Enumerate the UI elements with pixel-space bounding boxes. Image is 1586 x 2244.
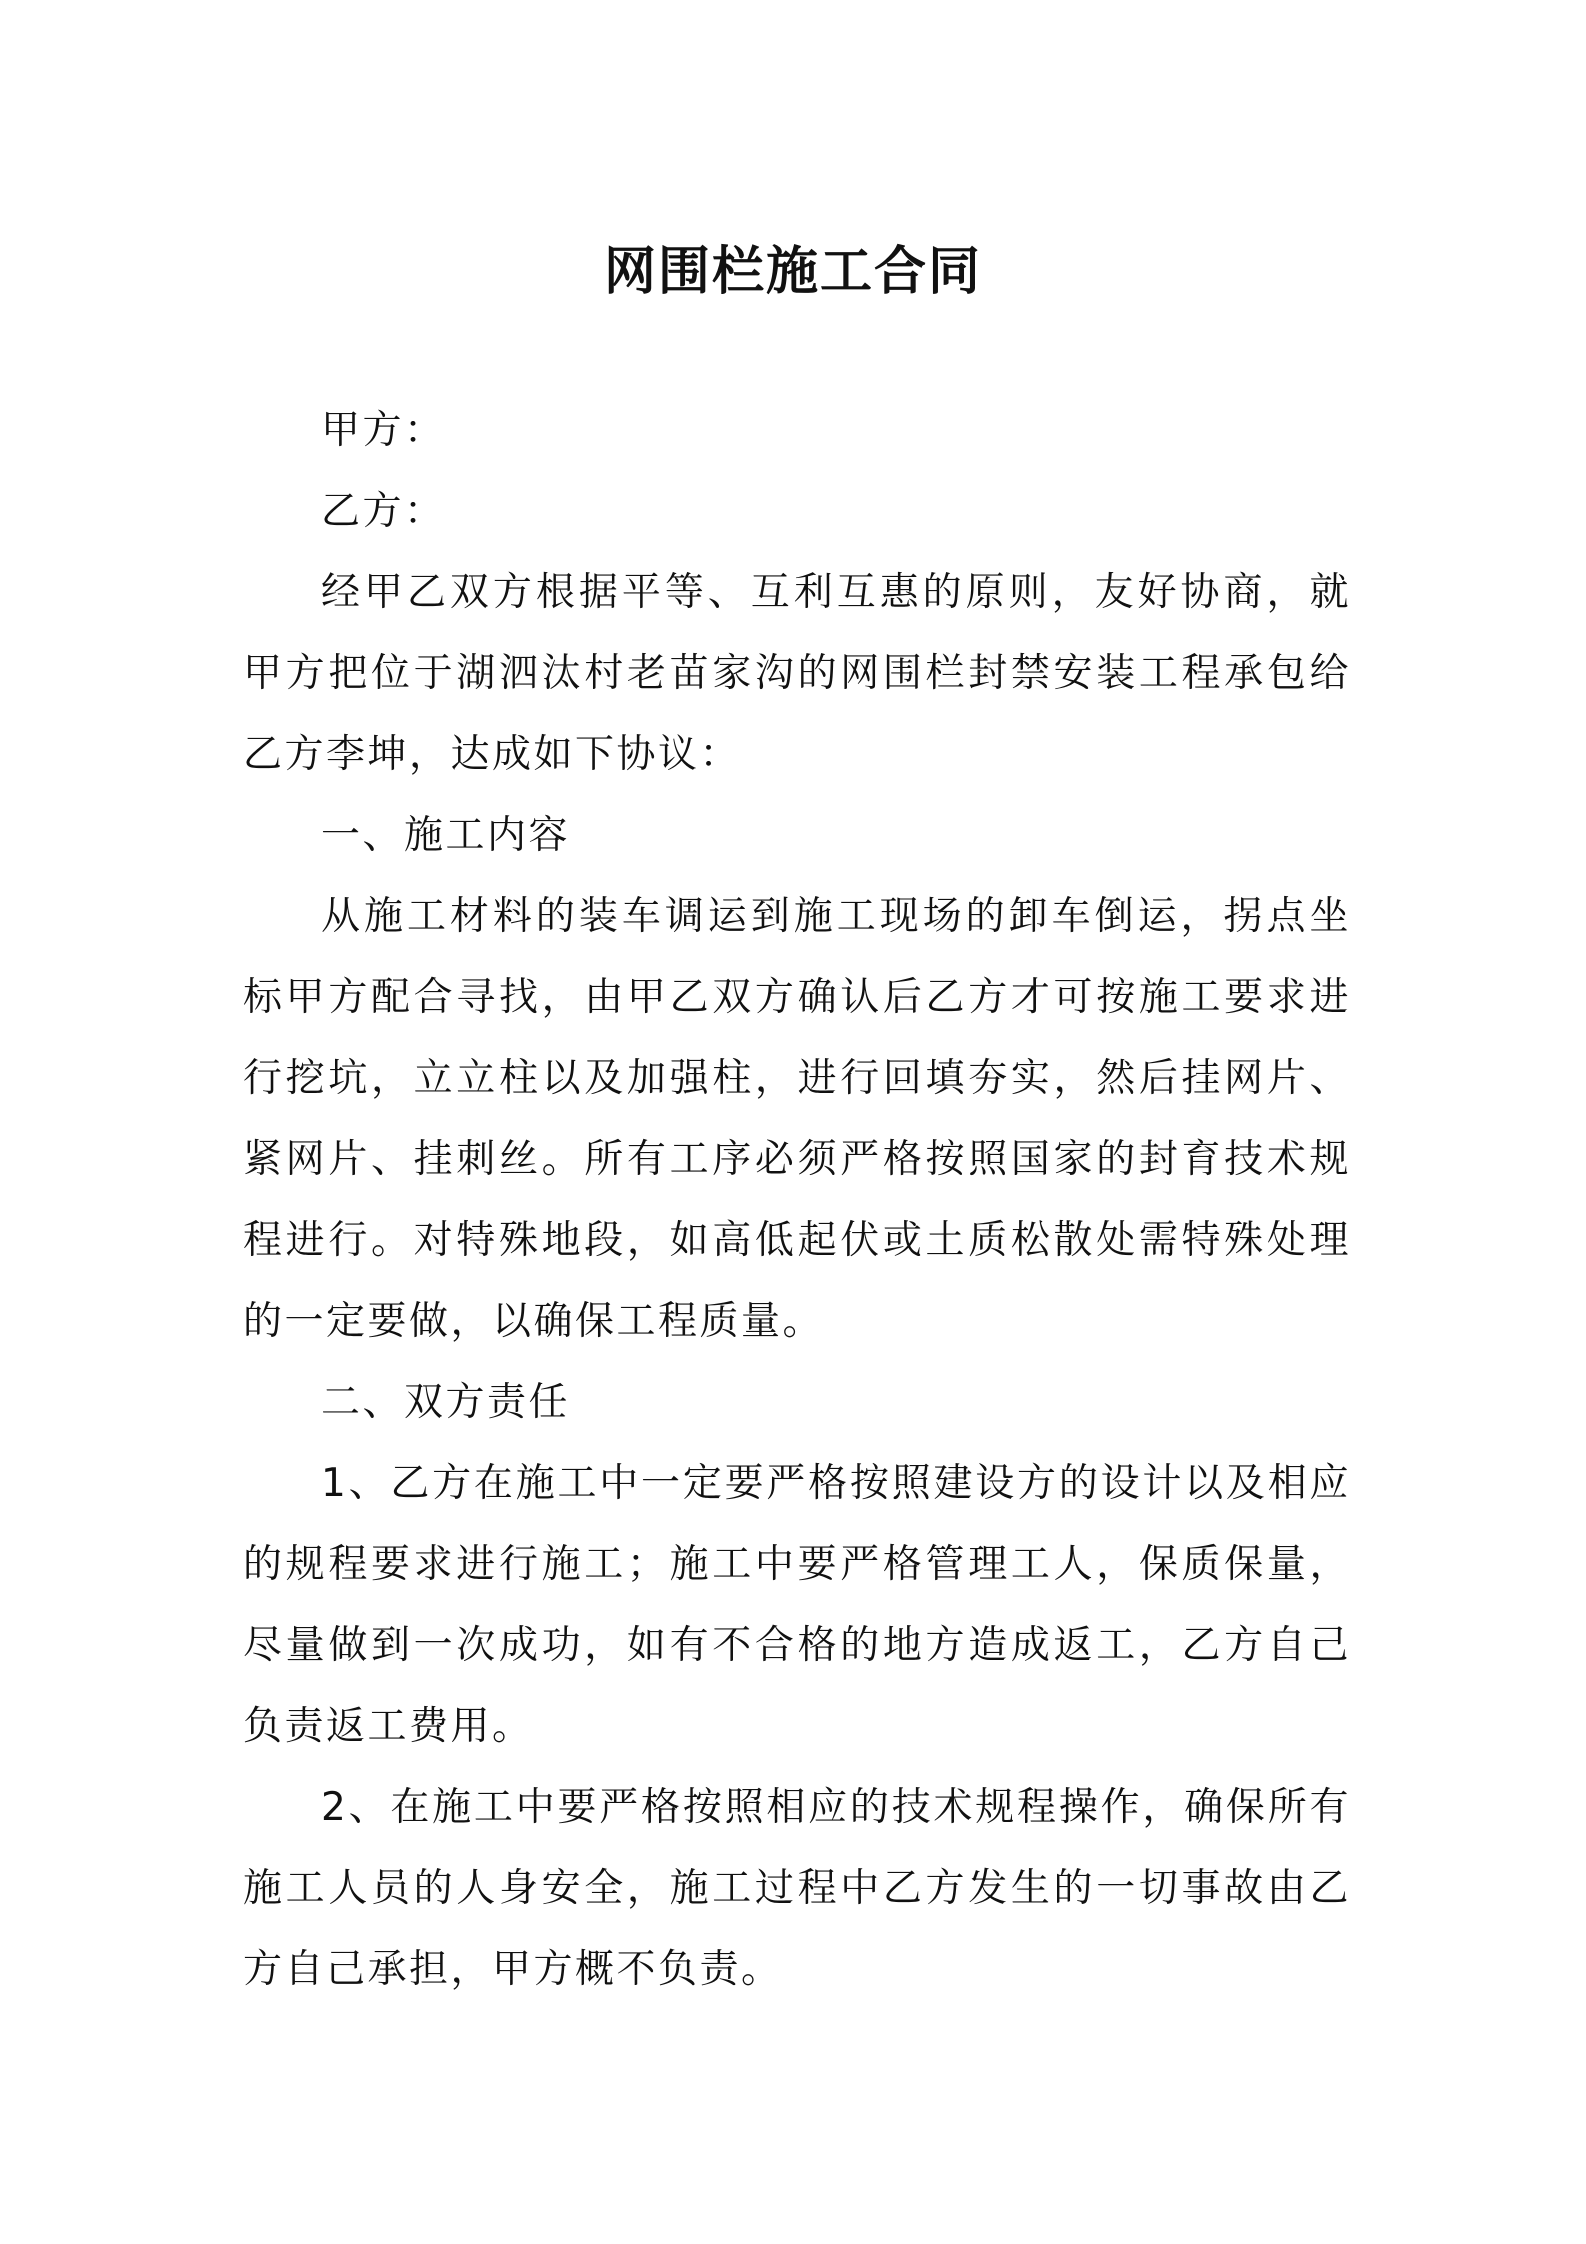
section1-heading: 一、施工内容 xyxy=(321,813,571,858)
intro-paragraph: 经甲乙双方根据平等、互利互惠的原则，友好协商，就甲方把位于湖泗汰村老苗家沟的网围栏封禁安装工程承包给乙方李坤，达成如下协议： xyxy=(243,570,1351,777)
document-body xyxy=(243,390,1351,2010)
clause-1-paragraph: 1、乙方在施工中一定要严格按照建设方的设计以及相应的规程要求进行施工；施工中要严格管理工人，保质保量，尽量做到一次成功，如有不合格的地方造成返工，乙方自己负责返工费用。 xyxy=(243,1461,1351,1749)
party-a-line: 甲方： xyxy=(321,408,446,453)
clause-2-paragraph: 2、在施工中要严格按照相应的技术规程操作，确保所有施工人员的人身安全，施工过程中乙方发生的一切事故由乙方自己承担，甲方概不负责。 xyxy=(243,1785,1351,1992)
section1-paragraph: 从施工材料的装车调运到施工现场的卸车倒运，拐点坐标甲方配合寻找，由甲乙双方确认后乙方才可按施工要求进行挖坑，立立柱以及加强柱，进行回填夯实，然后挂网片、紧网片、挂刺丝。所有工序必须严格按照国家的封育技术规程进行。对特殊地段，如高低起伏或土质松散处需特殊处理的一定要做，以确保工程质量。 xyxy=(243,894,1351,1344)
section2-heading: 二、双方责任 xyxy=(321,1380,571,1425)
party-b-line: 乙方： xyxy=(321,489,446,534)
document-title: 网围栏施工合同 xyxy=(603,242,982,302)
